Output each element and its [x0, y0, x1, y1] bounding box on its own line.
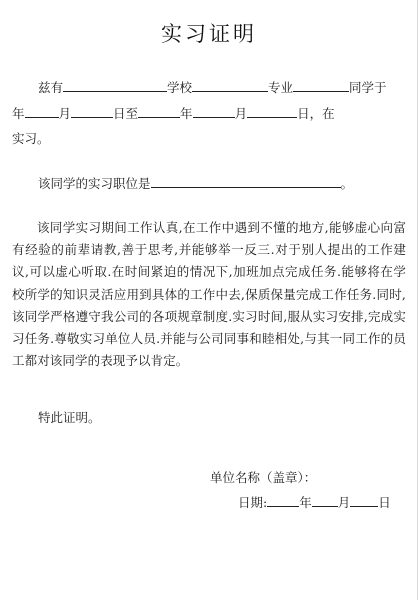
major-blank[interactable] [192, 80, 268, 92]
date-month-label: 月 [337, 495, 351, 510]
intro-prefix: 兹有 [38, 80, 64, 95]
date-day-blank[interactable] [350, 495, 378, 507]
date-month-blank[interactable] [312, 495, 338, 507]
major-label: 专业 [268, 80, 294, 95]
day-to-label: 日至 [113, 106, 139, 121]
day2-blank[interactable] [247, 106, 297, 118]
date-year-label: 年 [299, 495, 312, 510]
month1-blank[interactable] [71, 106, 113, 118]
date-day-label: 日 [378, 495, 391, 510]
unit-name-label: 单位名称（盖章）： [210, 470, 317, 485]
day-in-label: 日，在 [297, 106, 335, 121]
date-label: 日期: [238, 495, 268, 510]
position-blank[interactable] [151, 176, 341, 188]
body-paragraph: 该同学实习期间工作认真,在工作中遇到不懂的地方,能够虚心向富有经验的前辈请教,善于思考,并能够举一反三.对于别人提出的工作建议,可以虚心听取.在时间紧迫的情况下,加班加点完成任务.能够将在学校所学的知识灵活应用到具体的工作中去,保质保量完成工作任务.同时,该同学严格遵守我公司的各项规章制度.实习时间,服从实习安排,完成实习任务.尊敬实习单位人员.并能与公司同事和睦相处,与其一同工作的员工都对该同学的表现予以肯定。 [12, 220, 406, 369]
document-title: 实习证明 [161, 22, 257, 46]
position-end: 。 [340, 176, 354, 191]
month2-blank[interactable] [193, 106, 235, 118]
practice-label: 实习。 [12, 131, 50, 146]
intro-line-2 [12, 106, 335, 122]
closing-text: 特此证明。 [38, 410, 101, 425]
year2-label: 年 [180, 106, 193, 121]
date-line [238, 493, 391, 511]
position-label: 该同学的实习职位是 [38, 176, 151, 191]
intro-line-1 [38, 80, 387, 96]
student-label: 同学于 [349, 80, 387, 95]
month2-label: 月 [234, 106, 248, 121]
name-blank[interactable] [63, 80, 167, 92]
student-blank[interactable] [293, 80, 349, 92]
date-year-blank[interactable] [267, 495, 299, 507]
intro-line-3 [12, 131, 50, 147]
year1-label: 年 [12, 106, 25, 121]
year1-blank[interactable] [25, 106, 59, 118]
position-line [38, 176, 353, 192]
school-label: 学校 [167, 80, 193, 95]
month1-label: 月 [58, 106, 72, 121]
year2-blank[interactable] [138, 106, 180, 118]
